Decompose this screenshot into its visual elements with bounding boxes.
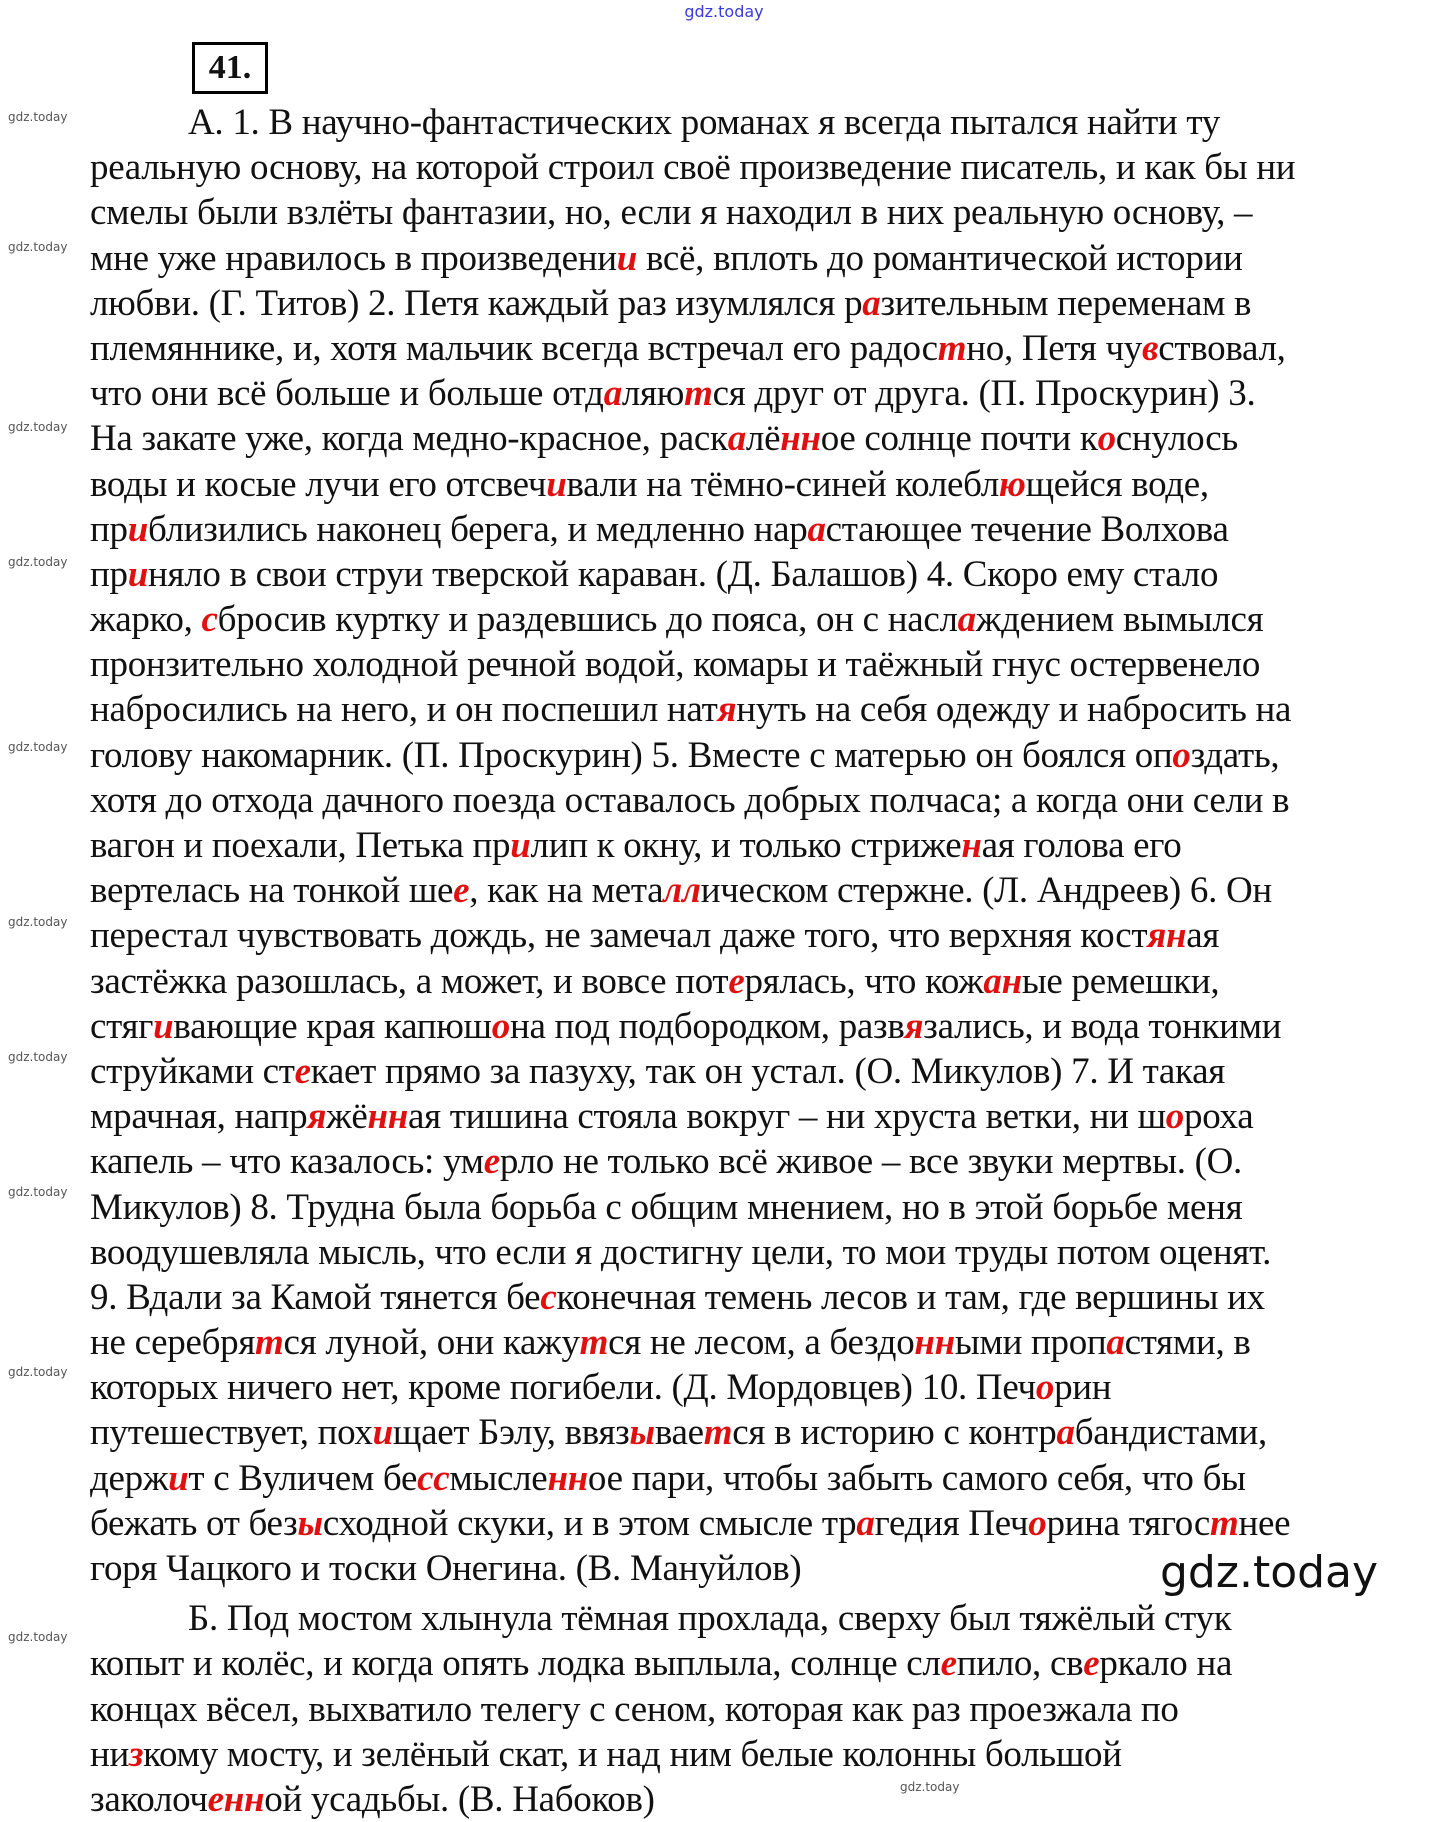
highlighted-letter: о	[1035, 1367, 1055, 1409]
text-line	[90, 507, 1229, 552]
text-line	[90, 1320, 1251, 1365]
text-segment: вае	[654, 1412, 704, 1454]
text-segment: ся луной, они кажу	[283, 1322, 580, 1364]
text-segment: мне уже нравилось в произведени	[90, 237, 617, 279]
text-segment: сходной скуки, и в этом смысле тр	[322, 1502, 857, 1544]
highlighted-letter: а	[1106, 1322, 1125, 1364]
text-line	[90, 1185, 1242, 1230]
highlighted-letter: а	[862, 282, 881, 324]
text-line	[90, 733, 1279, 778]
highlighted-letter: лл	[663, 870, 701, 912]
text-line	[90, 1139, 1242, 1184]
highlighted-letter: а	[603, 373, 622, 415]
highlighted-letter: а	[957, 599, 976, 641]
text-line	[90, 778, 1289, 823]
text-segment: рин	[1054, 1367, 1112, 1409]
text-segment: рина тягос	[1046, 1502, 1211, 1544]
text-line	[90, 552, 1218, 597]
highlighted-letter: ян	[1147, 915, 1187, 957]
text-segment: лё	[745, 418, 781, 460]
text-segment: ркало на	[1099, 1643, 1233, 1685]
highlighted-letter: о	[491, 1005, 510, 1047]
text-line	[90, 1094, 1253, 1139]
text-segment: ляю	[621, 373, 685, 415]
highlighted-letter: о	[1172, 734, 1191, 776]
highlighted-letter: нн	[547, 1457, 588, 1499]
text-segment: жарко,	[90, 599, 202, 641]
text-segment: бандистами,	[1074, 1412, 1267, 1454]
text-line	[90, 1777, 655, 1822]
highlighted-letter: е	[453, 870, 470, 912]
text-segment: щает Бэлу, ввяз	[392, 1412, 630, 1454]
highlighted-letter: я	[307, 1096, 327, 1138]
text-line	[90, 597, 1263, 642]
text-segment: ое пари, чтобы забыть самого себя, что бы	[587, 1457, 1246, 1499]
text-segment: голову накомарник. (П. Проскурин) 5. Вместе с матерью он боялся оп	[90, 734, 1173, 776]
text-segment: рло не только всё живое – все звуки мертвы. (О.	[499, 1141, 1242, 1183]
text-line	[90, 1501, 1290, 1546]
text-segment: вагон и поехали, Петька пр	[90, 825, 511, 866]
highlighted-letter: а	[807, 508, 826, 550]
highlighted-letter: с	[201, 599, 218, 641]
text-line	[90, 1546, 801, 1591]
text-segment: но, Петя чу	[966, 327, 1142, 369]
text-segment: что они всё больше и больше отд	[90, 373, 604, 415]
text-segment: ся в историю с контр	[732, 1412, 1057, 1454]
highlighted-letter: т	[703, 1412, 733, 1454]
text-segment: ая тишина стояла вокруг – ни хруста ветки, ни ш	[407, 1096, 1166, 1138]
highlighted-letter: а	[1056, 1412, 1075, 1454]
highlighted-letter: нн	[914, 1322, 955, 1364]
text-line	[188, 100, 1220, 145]
watermark: gdz.today	[8, 1185, 68, 1199]
watermark: gdz.today	[900, 1780, 960, 1794]
text-segment: перестал чувствовать дождь, не замечал даже того, что верхняя кост	[90, 915, 1148, 957]
text-line	[90, 823, 1181, 868]
text-segment: ждением вымылся	[975, 599, 1264, 641]
text-line	[90, 1365, 1111, 1410]
highlighted-letter: о	[1028, 1502, 1047, 1544]
text-line	[90, 281, 1251, 326]
text-segment: пр	[90, 553, 128, 595]
text-segment: концах вёсел, выхватило телегу с сеном, которая как раз проезжала по	[90, 1688, 1179, 1730]
text-segment: роха	[1184, 1096, 1254, 1138]
highlighted-letter: и	[546, 463, 567, 505]
text-segment: ые ремешки,	[1021, 960, 1220, 1002]
text-segment: ой усадьбы. (В. Набоков)	[264, 1778, 655, 1820]
text-segment: горя Чацкого и тоски Онегина. (В. Мануйлов)	[90, 1548, 802, 1589]
text-line	[188, 1596, 1231, 1641]
text-line	[90, 1004, 1281, 1049]
text-segment: пр	[90, 508, 128, 550]
text-segment: стями, в	[1124, 1322, 1251, 1364]
highlighted-letter: т	[937, 327, 967, 369]
text-segment: ая голова его	[981, 825, 1182, 866]
highlighted-letter: е	[940, 1643, 957, 1685]
text-line	[90, 959, 1219, 1004]
highlighted-letter: и	[127, 553, 148, 595]
text-line	[90, 1641, 1232, 1686]
highlighted-letter: н	[961, 825, 982, 866]
text-line	[90, 1687, 1179, 1732]
highlighted-letter: т	[255, 1322, 284, 1364]
highlighted-letter: нн	[780, 418, 821, 460]
text-segment: Б. Под мостом хлынула тёмная прохлада, сверху был тяжёлый стук	[188, 1598, 1232, 1640]
text-line	[90, 190, 1252, 235]
watermark-large: gdz.today	[1160, 1547, 1379, 1598]
text-segment: няло в свои струи тверской караван. (Д. Балашов) 4. Скоро ему стало	[147, 553, 1219, 595]
watermark: gdz.today	[8, 1050, 68, 1064]
text-segment: кому мосту, и зелёный скат, и над ним белые колонны большой	[143, 1733, 1122, 1775]
highlighted-letter: т	[1210, 1502, 1239, 1544]
text-segment: племяннике, и, хотя мальчик всегда встречал его радос	[90, 327, 938, 369]
text-segment: мрачная, напр	[90, 1096, 308, 1138]
watermark: gdz.today	[8, 1365, 68, 1379]
highlighted-letter: и	[510, 825, 531, 866]
text-segment: путешествует, пох	[90, 1412, 373, 1454]
highlighted-letter: и	[127, 508, 148, 550]
text-segment: здать,	[1190, 734, 1280, 776]
text-segment: , как на мета	[469, 870, 664, 912]
text-segment: держ	[90, 1457, 169, 1499]
text-line	[90, 371, 1255, 416]
text-segment: гедия Печ	[874, 1502, 1029, 1544]
highlighted-letter: ы	[297, 1502, 323, 1544]
highlighted-letter: и	[372, 1412, 393, 1454]
highlighted-letter: ю	[998, 463, 1026, 505]
highlighted-letter: т	[684, 373, 713, 415]
text-segment: рялась, что кож	[744, 960, 984, 1002]
text-segment: жё	[326, 1096, 368, 1138]
highlighted-letter: и	[616, 237, 638, 279]
text-line	[90, 1275, 1265, 1320]
watermark: gdz.today	[8, 915, 68, 929]
text-line	[90, 687, 1291, 732]
text-segment: заколоч	[90, 1778, 208, 1820]
text-segment: бежать от без	[90, 1502, 298, 1544]
text-segment: т с Вуличем бе	[188, 1457, 418, 1499]
text-segment: зались, и вода тонкими	[923, 1005, 1282, 1047]
highlighted-letter: нн	[367, 1096, 408, 1138]
text-segment: не серебря	[90, 1322, 256, 1364]
highlighted-letter: и	[168, 1457, 189, 1499]
watermark: gdz.today	[8, 555, 68, 569]
highlighted-letter: енн	[207, 1778, 265, 1820]
highlighted-letter: о	[1097, 418, 1116, 460]
highlighted-letter: в	[1141, 327, 1159, 369]
text-segment: всё, вплоть до романтической истории	[637, 237, 1243, 279]
text-segment: зительным переменам в	[880, 282, 1252, 324]
text-segment: хотя до отхода дачного поезда оставалось добрых полчаса; а когда они сели в	[90, 779, 1290, 821]
text-segment: ся друг от друга. (П. Проскурин) 3.	[712, 373, 1256, 415]
text-segment: застёжка разошлась, а может, и вовсе пот	[90, 960, 729, 1002]
watermark: gdz.today	[8, 110, 68, 124]
text-segment: стяг	[90, 1005, 154, 1047]
text-segment: нее	[1238, 1502, 1291, 1544]
text-segment: мысле	[449, 1457, 548, 1499]
highlighted-letter: ы	[629, 1412, 655, 1454]
text-line	[90, 1230, 1271, 1275]
text-segment: капель – что казалось: ум	[90, 1141, 484, 1183]
text-line	[90, 236, 1243, 281]
highlighted-letter: е	[294, 1050, 311, 1092]
text-segment: щейся воде,	[1025, 463, 1209, 505]
text-line	[90, 913, 1219, 958]
text-segment: кает прямо за пазуху, так он устал. (О. Микулов) 7. И такая	[310, 1050, 1226, 1092]
text-segment: конечная темень лесов и там, где вершины их	[556, 1276, 1265, 1318]
watermark: gdz.today	[8, 420, 68, 434]
highlighted-letter: е	[483, 1141, 500, 1183]
text-line	[90, 145, 1295, 190]
highlighted-letter: сс	[417, 1457, 450, 1499]
text-segment: нуть на себя одежду и набросить на	[736, 689, 1292, 731]
text-segment: струйками ст	[90, 1050, 295, 1092]
text-segment: ствовал,	[1158, 327, 1286, 369]
highlighted-letter: с	[540, 1276, 557, 1318]
text-segment: вертелась на тонкой ше	[90, 870, 454, 912]
text-segment: стающее течение Волхова	[825, 508, 1229, 550]
highlighted-letter: а	[727, 418, 746, 460]
text-segment: набросились на него, и он поспешил нат	[90, 689, 718, 731]
highlighted-letter: з	[129, 1733, 144, 1775]
text-segment: ся не лесом, а бездо	[608, 1322, 915, 1364]
text-segment: смелы были взлёты фантазии, но, если я находил в них реальную основу, –	[90, 192, 1253, 234]
text-line	[90, 1732, 1122, 1777]
text-segment: близились наконец берега, и медленно нар	[147, 508, 808, 550]
text-segment: снулось	[1115, 418, 1238, 460]
highlighted-letter: е	[728, 960, 745, 1002]
text-segment: ическом стержне. (Л. Андреев) 6. Он	[700, 870, 1272, 912]
text-line	[90, 868, 1272, 913]
text-line	[90, 1456, 1246, 1501]
text-segment: ыми проп	[954, 1322, 1107, 1364]
text-segment: ая	[1186, 915, 1220, 957]
text-segment: А. 1. В научно-фантастических романах я всегда пытался найти ту	[188, 102, 1220, 143]
highlighted-letter: я	[717, 689, 737, 731]
text-segment: на под подбородком, разв	[509, 1005, 905, 1047]
text-line	[90, 326, 1286, 371]
text-segment: воодушевляла мысль, что если я достигну цели, то мои труды потом оценят.	[90, 1231, 1272, 1273]
highlighted-letter: и	[153, 1005, 174, 1047]
text-segment: ое солнце почти к	[820, 418, 1098, 460]
text-segment: Микулов) 8. Трудна была борьба с общим мнением, но в этой борьбе меня	[90, 1186, 1243, 1228]
text-segment: вали на тёмно-синей колебл	[566, 463, 999, 505]
text-line	[90, 416, 1238, 461]
text-segment: лип к окну, и только стриже	[530, 825, 962, 866]
watermark: gdz.today	[8, 1630, 68, 1644]
highlighted-letter: о	[1165, 1096, 1184, 1138]
text-segment: ни	[90, 1733, 130, 1775]
watermark: gdz.today	[8, 240, 68, 254]
text-segment: которых ничего нет, кроме погибели. (Д. Мордовцев) 10. Печ	[90, 1367, 1036, 1409]
text-segment: На закате уже, когда медно-красное, раск	[90, 418, 728, 460]
highlighted-letter: я	[904, 1005, 924, 1047]
text-segment: пило, св	[956, 1643, 1084, 1685]
highlighted-letter: а	[856, 1502, 875, 1544]
text-segment: любви. (Г. Титов) 2. Петя каждый раз изумлялся р	[90, 282, 863, 324]
highlighted-letter: ан	[983, 960, 1022, 1002]
text-line	[90, 642, 1260, 687]
text-line	[90, 1049, 1225, 1094]
exercise-number: 41.	[192, 42, 268, 94]
text-segment: пронзительно холодной речной водой, комары и таёжный гнус остервенело	[90, 644, 1261, 686]
highlighted-letter: е	[1083, 1643, 1100, 1685]
text-line	[90, 462, 1209, 507]
text-segment: бросив куртку и раздевшись до пояса, он с насл	[217, 599, 958, 641]
text-segment: воды и косые лучи его отсвеч	[90, 463, 547, 505]
highlighted-letter: т	[579, 1322, 609, 1364]
text-segment: реальную основу, на которой строил своё произведение писатель, и как бы ни	[90, 147, 1296, 189]
text-line	[90, 1410, 1267, 1455]
watermark-top: gdz.today	[684, 2, 764, 21]
watermark: gdz.today	[8, 740, 68, 754]
text-segment: вающие края капюш	[173, 1005, 492, 1047]
text-segment: 9. Вдали за Камой тянется бе	[90, 1276, 541, 1318]
text-segment: копыт и колёс, и когда опять лодка выплыла, солнце сл	[90, 1643, 941, 1685]
